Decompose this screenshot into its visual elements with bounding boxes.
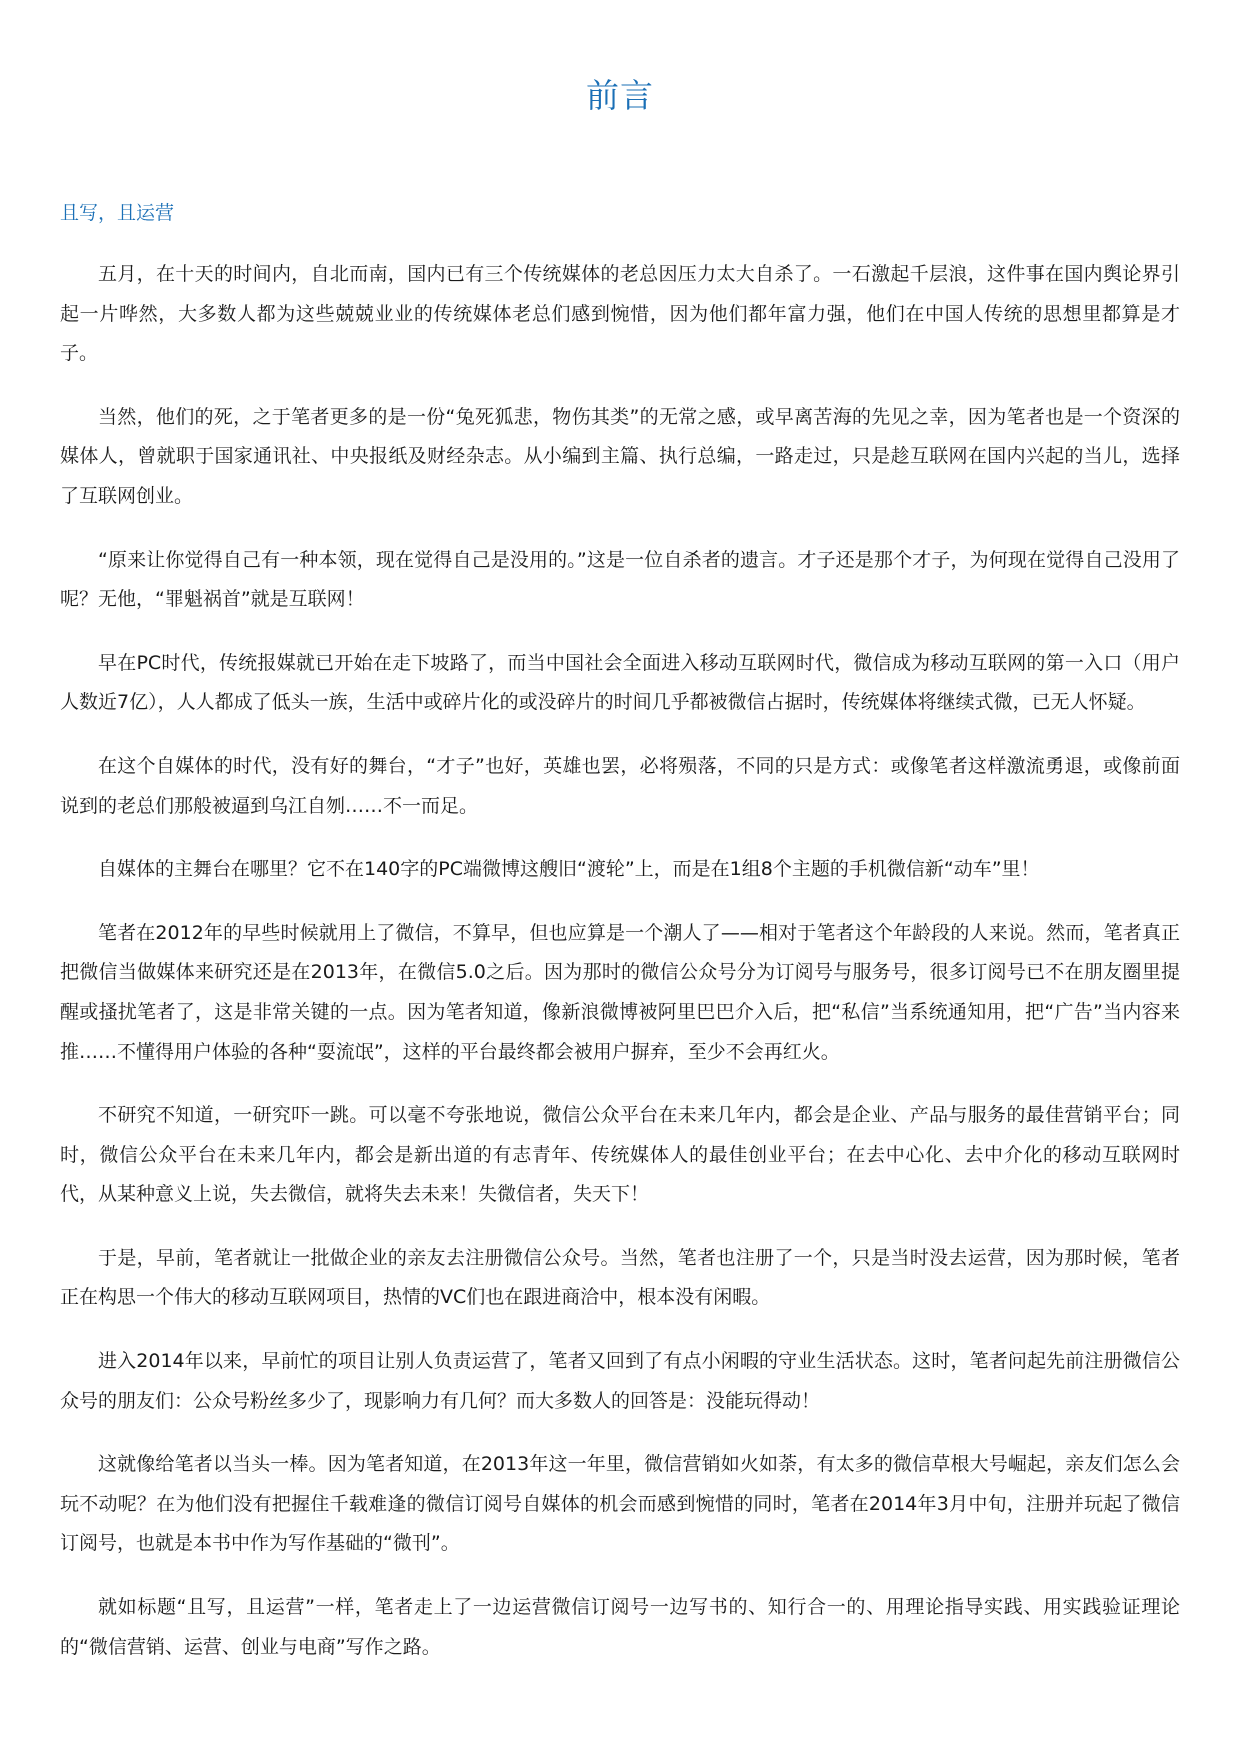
section-heading: 且写，且运营	[60, 202, 175, 224]
paragraph: 早在PC时代，传统报媒就已开始在走下坡路了，而当中国社会全面进入移动互联网时代，微信成为移动互联网的第一入口（用户人数近7亿），人人都成了低头一族，生活中或碎片化的或没碎片的时间几乎都被微信占据时，传统媒体将继续式微，已无人怀疑。	[60, 651, 1180, 714]
paragraph: 进入2014年以来，早前忙的项目让别人负责运营了，笔者又回到了有点小闲暇的守业生活状态。这时，笔者问起先前注册微信公众号的朋友们：公众号粉丝多少了，现影响力有几何？而大多数人的回答是：没能玩得动！	[60, 1350, 1180, 1412]
page-title: 前言	[586, 76, 654, 115]
paragraph: 在这个自媒体的时代，没有好的舞台，“才子”也好，英雄也罢，必将殒落，不同的只是方式：或像笔者这样激流勇退，或像前面说到的老总们那般被逼到乌江自刎……不一而足。	[60, 754, 1180, 817]
paragraph: 笔者在2012年的早些时候就用上了微信，不算早，但也应算是一个潮人了——相对于笔者这个年龄段的人来说。然而，笔者真正把微信当做媒体来研究还是在2013年，在微信5.0之后。因为那时的微信公众号分为订阅号与服务号，很多订阅号已不在朋友圈里提醒或搔扰笔者了，这是非常关键的一点。因为笔者知道，像新浪微博被阿里巴巴介入后，把“私信”当系统通知用，把“广告”当内容来推……不懂得用户体验的各种“耍流氓”，这样的平台最终都会被用户摒弃，至少不会再红火。	[60, 921, 1180, 1063]
document-page	[60, 0, 1180, 1691]
paragraph: 当然，他们的死，之于笔者更多的是一份“兔死狐悲，物伤其类”的无常之感，或早离苦海的先见之幸，因为笔者也是一个资深的媒体人，曾就职于国家通讯社、中央报纸及财经杂志。从小编到主篇、执行总编，一路走过，只是趁互联网在国内兴起的当儿，选择了互联网创业。	[60, 405, 1180, 507]
paragraph: 不研究不知道，一研究吓一跳。可以毫不夸张地说，微信公众平台在未来几年内，都会是企业、产品与服务的最佳营销平台；同时，微信公众平台在未来几年内，都会是新出道的有志青年、传统媒体人的最佳创业平台；在去中心化、去中介化的移动互联网时代，从某种意义上说，失去微信，就将失去未来！失微信者，失天下！	[60, 1104, 1180, 1206]
paragraph: 就如标题“且写，且运营”一样，笔者走上了一边运营微信订阅号一边写书的、知行合一的、用理论指导实践、用实践验证理论的“微信营销、运营、创业与电商”写作之路。	[60, 1596, 1180, 1658]
body-text	[60, 255, 1180, 1667]
paragraph: 于是，早前，笔者就让一批做企业的亲友去注册微信公众号。当然，笔者也注册了一个，只是当时没去运营，因为那时候，笔者正在构思一个伟大的移动互联网项目，热情的VC们也在跟进商洽中，根本没有闲暇。	[60, 1246, 1180, 1309]
paragraph: “原来让你觉得自己有一种本领，现在觉得自己是没用的。”这是一位自杀者的遗言。才子还是那个才子，为何现在觉得自己没用了呢？无他，“罪魁祸首”就是互联网！	[60, 548, 1180, 611]
paragraph: 这就像给笔者以当头一棒。因为笔者知道，在2013年这一年里，微信营销如火如荼，有太多的微信草根大号崛起，亲友们怎么会玩不动呢？在为他们没有把握住千载难逢的微信订阅号自媒体的机会而感到惋惜的同时，笔者在2014年3月中旬，注册并玩起了微信订阅号，也就是本书中作为写作基础的“微刊”。	[60, 1453, 1180, 1555]
paragraph: 五月，在十天的时间内，自北而南，国内已有三个传统媒体的老总因压力太大自杀了。一石激起千层浪，这件事在国内舆论界引起一片哗然，大多数人都为这些兢兢业业的传统媒体老总们感到惋惜，因为他们都年富力强，他们在中国人传统的思想里都算是才子。	[60, 263, 1180, 365]
paragraph: 自媒体的主舞台在哪里？它不在140字的PC端微博这艘旧“渡轮”上，而是在1组8个主题的手机微信新“动车”里！	[98, 858, 1040, 881]
